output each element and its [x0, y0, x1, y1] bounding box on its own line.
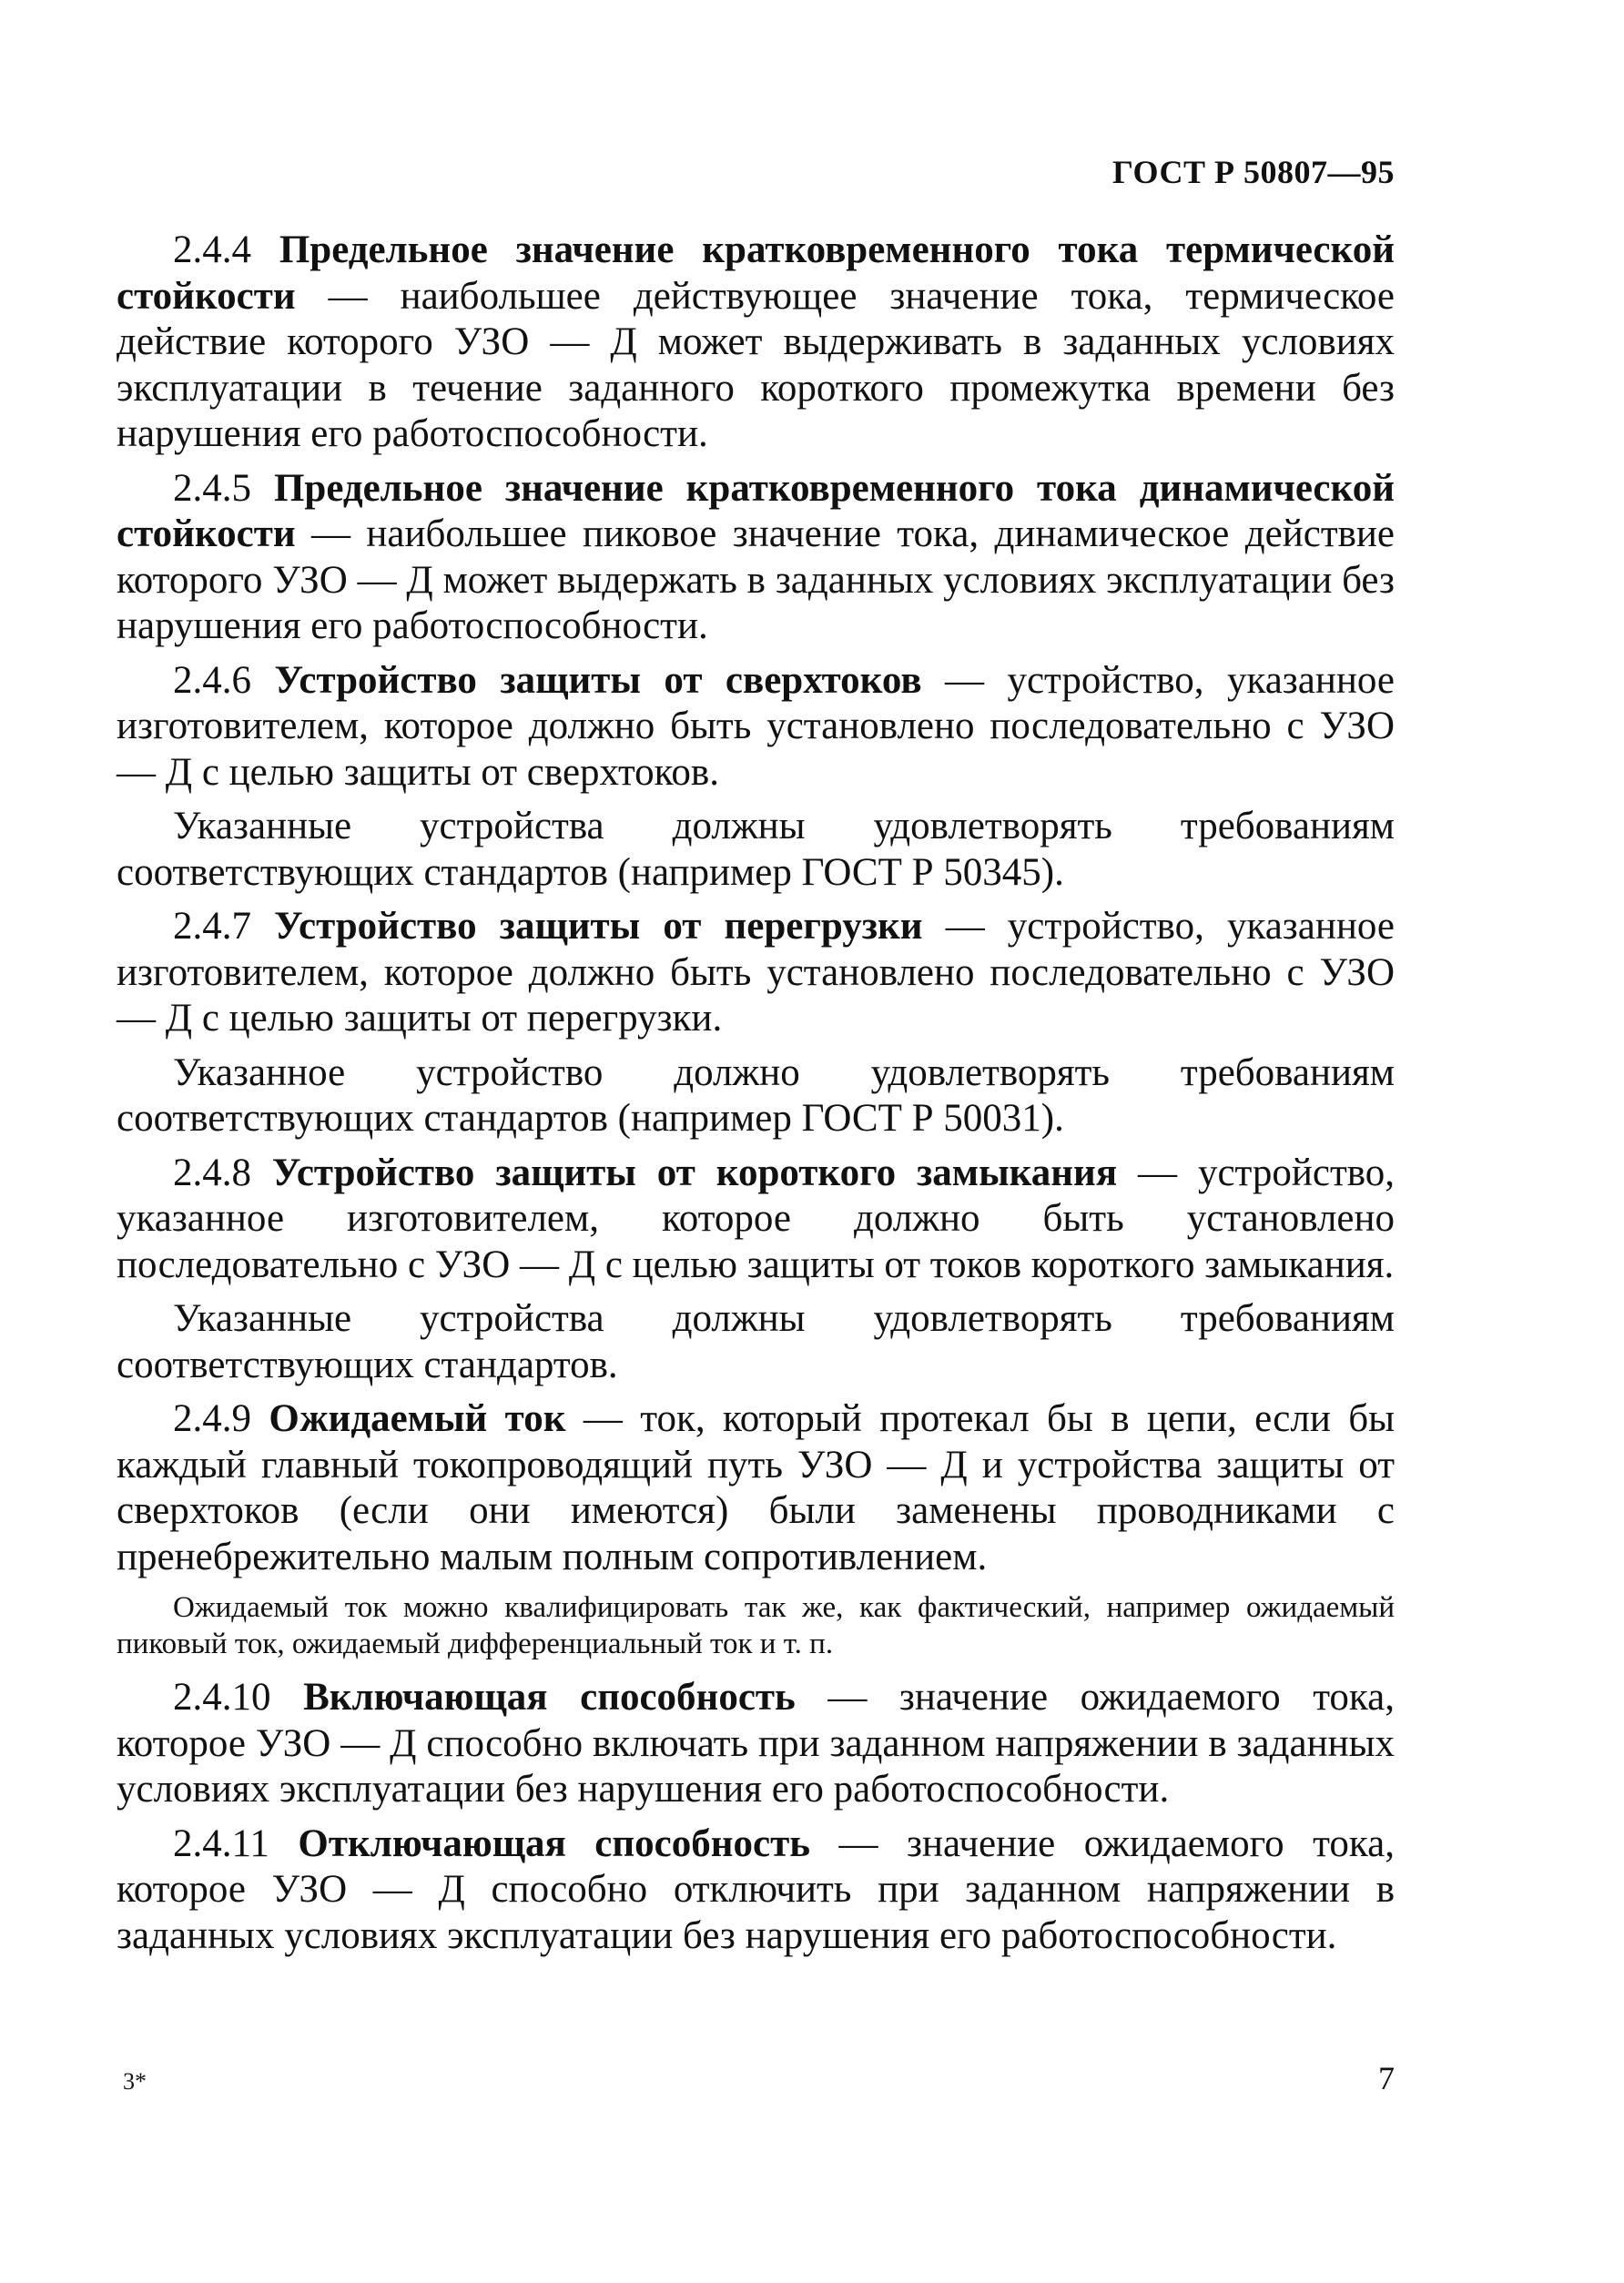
document-body — [117, 228, 1395, 1967]
clause-definition: — значение ожидаемого тока, которое УЗО — Д способно отключить при заданном напряжении в заданных условиях эксплуатации без нарушения его работоспособности. — [117, 1821, 1395, 1957]
clause-number: 2.4.6 — [173, 658, 251, 702]
clause-2-4-7-requirement: Указанное устройство должно удовлетворять требованиям соответствующих стандартов (например ГОСТ Р 50031). — [117, 1050, 1395, 1140]
clause-2-4-8-requirement: Указанные устройства должны удовлетворять требованиям соответствующих стандартов. — [117, 1297, 1395, 1386]
clause-term: Предельное значение кратковременного тока термической стойкости — [117, 228, 1396, 318]
clause-definition: — ток, который протекал бы в цепи, если бы каждый главный токопроводящий путь УЗО — Д и устройства защиты от сверхтоков (если они имеются) были заменены проводниками с пренебрежительно малым полным сопротивлением. — [117, 1397, 1396, 1578]
clause-definition: — наибольшее действующее значение тока, термическое действие которого УЗО — Д может выдерживать в заданных условиях эксплуатации в течение заданного короткого промежутка времени без нарушения его работоспособности. — [117, 274, 1395, 455]
clause-2-4-8 — [117, 1151, 1395, 1289]
clause-2-4-6-requirement: Указанные устройства должны удовлетворять требованиям соответствующих стандартов (например ГОСТ Р 50345). — [117, 805, 1395, 894]
clause-2-4-9 — [117, 1396, 1395, 1580]
clause-definition: — устройство, указанное изготовителем, которое должно быть установлено последовательно с УЗО — Д с целью защиты от токов короткого замыкания. — [117, 1151, 1395, 1286]
clause-number: 2.4.8 — [173, 1151, 251, 1194]
clause-number: 2.4.10 — [173, 1676, 271, 1719]
clause-2-4-6 — [117, 658, 1395, 797]
clause-number: 2.4.4 — [173, 228, 251, 271]
clause-definition: — устройство, указанное изготовителем, которое должно быть установлено последовательно с УЗО — Д с целью защиты от перегрузки. — [117, 905, 1395, 1040]
clause-number: 2.4.7 — [173, 905, 251, 948]
clause-2-4-11 — [117, 1821, 1395, 1960]
clause-definition: — наибольшее пиковое значение тока, динамическое действие которого УЗО — Д может выдержать в заданных условиях эксплуатации без нарушения его работоспособности. — [117, 512, 1396, 647]
clause-number: 2.4.11 — [173, 1821, 269, 1865]
clause-2-4-5 — [117, 466, 1395, 650]
document-id-header: ГОСТ Р 50807—95 — [1112, 154, 1395, 190]
clause-term: Устройство защиты от короткого замыкания — [271, 1151, 1118, 1194]
signature-mark: 3* — [123, 2068, 147, 2095]
clause-2-4-7 — [117, 904, 1395, 1042]
clause-term: Устройство защиты от перегрузки — [274, 905, 923, 948]
clause-2-4-10 — [117, 1675, 1395, 1813]
clause-term: Устройство защиты от сверхтоков — [274, 658, 922, 702]
clause-term: Включающая способность — [303, 1676, 796, 1719]
clause-number: 2.4.9 — [173, 1397, 251, 1440]
clause-2-4-9-note: Ожидаемый ток можно квалифицировать так же, как фактический, например ожидаемый пиковый ток, ожидаемый дифференциальный ток и т. п. — [117, 1591, 1395, 1660]
clause-2-4-4 — [117, 228, 1395, 458]
clause-number: 2.4.5 — [173, 466, 251, 510]
clause-term: Предельное значение кратковременного тока динамической стойкости — [117, 466, 1395, 555]
clause-definition: — устройство, указанное изготовителем, которое должно быть установлено последовательно с УЗО — Д с целью защиты от сверхтоков. — [117, 658, 1395, 794]
page-number: 7 — [1378, 2060, 1395, 2096]
clause-definition: — значение ожидаемого тока, которое УЗО — Д способно включать при заданном напряжении в заданных условиях эксплуатации без нарушения его работоспособности. — [117, 1676, 1395, 1811]
clause-term: Отключающая способность — [298, 1821, 810, 1865]
clause-term: Ожидаемый ток — [269, 1397, 566, 1440]
